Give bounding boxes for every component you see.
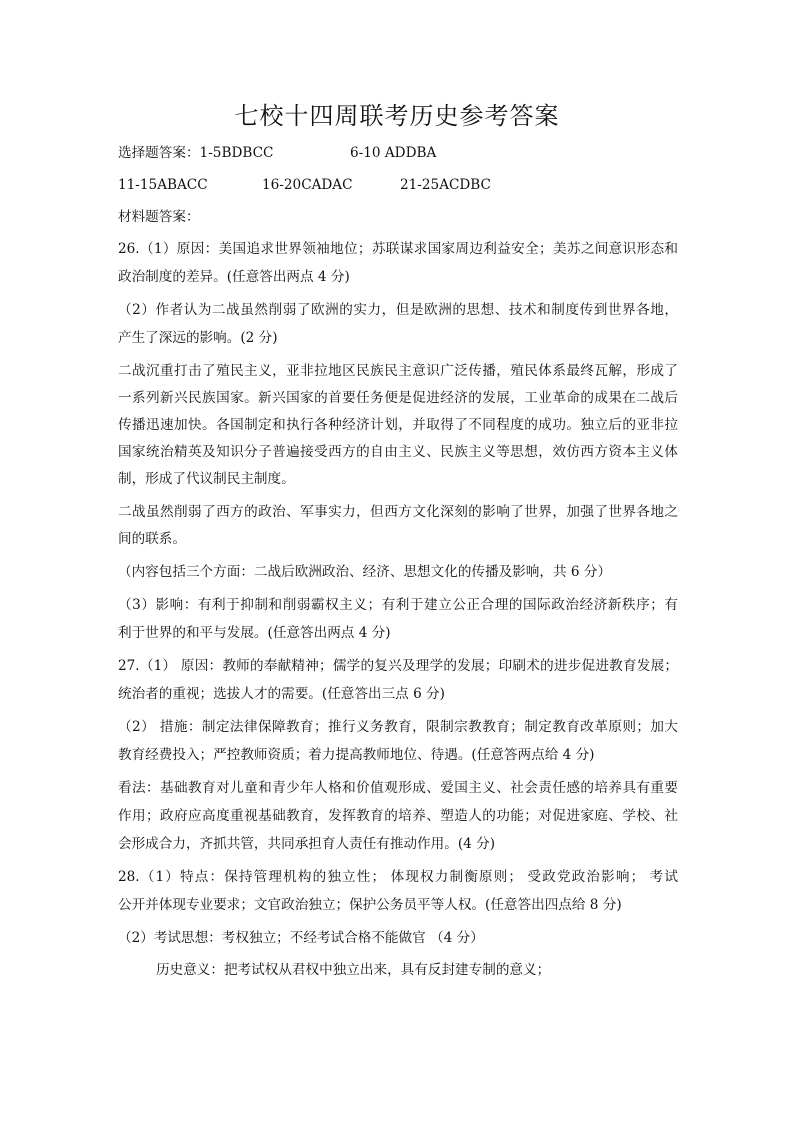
answer-line: 利于世界的和平与发展。(任意答出两点 4 分) (118, 625, 391, 641)
choice-answers-16-20: 16-20CADAC (262, 177, 353, 193)
page-title: 七校十四周联考历史参考答案 (234, 102, 560, 130)
answer-line: 历史意义：把考试权从君权中独立出来，具有反封建专制的意义； (156, 962, 551, 978)
choice-answers-11-15: 11-15ABACC (118, 177, 208, 193)
answer-line: 会形成合力，齐抓共管，共同承担育人责任有推动作用。(4 分) (118, 836, 496, 852)
choice-answers-21-25: 21-25ACDBC (400, 177, 491, 193)
answer-line: 传播迅速加快。各国制定和执行各种经济计划，并取得了不同程度的成功。独立后的亚非拉 (118, 417, 678, 433)
answer-line: 政治制度的差异。(任意答出两点 4 分) (118, 269, 350, 285)
answer-line: 国家统治精英及知识分子普遍接受西方的自由主义、民族主义等思想，效仿西方资本主义体 (118, 444, 678, 460)
answer-line: 产生了深远的影响。(2 分) (118, 330, 278, 346)
answer-line: 间的联系。 (118, 531, 186, 547)
choice-answers-6-10: 6-10 ADDBA (350, 145, 437, 161)
choice-answers-label: 选择题答案：1-5BDBCC (118, 145, 274, 161)
answer-line: （2）考试思想：考权独立；不经考试合格不能做官 （4 分） (118, 930, 484, 946)
answer-line: 27.（1） 原因：教师的奉献精神；儒学的复兴及理学的发展；印刷术的进步促进教育发展； (118, 658, 678, 674)
answer-line: 统治者的重视；选拔人才的需要。(任意答出三点 6 分) (118, 686, 445, 702)
answer-line: （2）作者认为二战虽然削弱了欧洲的实力，但是欧洲的思想、技术和制度传到世界各地， (118, 302, 678, 318)
answer-line: 28.（1）特点：保持管理机构的独立性； 体现权力制衡原则； 受政党政治影响； 考试 (118, 869, 678, 885)
answer-line: 公开并体现专业要求；文官政治独立；保护公务员平等人权。(任意答出四点给 8 分) (118, 897, 622, 913)
answer-line: 一系列新兴民族国家。新兴国家的首要任务便是促进经济的发展，工业革命的成果在二战后 (118, 390, 678, 406)
answer-line: 制，形成了代议制民主制度。 (118, 471, 295, 487)
answer-line: 26.（1）原因：美国追求世界领袖地位；苏联谋求国家周边利益安全；美苏之间意识形态和 (118, 241, 678, 257)
material-heading: 材料题答案： (118, 209, 200, 225)
answer-line: 二战虽然削弱了西方的政治、军事实力，但西方文化深刻的影响了世界，加强了世界各地之 (118, 504, 678, 520)
answer-line: 作用；政府应高度重视基础教育，发挥教育的培养、塑造人的功能；对促进家庭、学校、社 (118, 808, 678, 824)
answer-line: （内容包括三个方面：二战后欧洲政治、经济、思想文化的传播及影响，共 6 分） (118, 564, 612, 580)
answer-line: （3）影响：有利于抑制和削弱霸权主义；有利于建立公正合理的国际政治经济新秩序；有 (118, 597, 678, 613)
answer-line: 教育经费投入；严控教师资质；着力提高教师地位、待遇。(任意答两点给 4 分) (118, 747, 595, 763)
answer-line: 二战沉重打击了殖民主义，亚非拉地区民族民主意识广泛传播，殖民体系最终瓦解，形成了 (118, 363, 678, 379)
answer-line: （2） 措施：制定法律保障教育；推行义务教育，限制宗教教育；制定教育改革原则；加大 (118, 719, 678, 735)
answer-line: 看法：基础教育对儿童和青少年人格和价值观形成、爱国主义、社会责任感的培养具有重要 (118, 780, 678, 796)
